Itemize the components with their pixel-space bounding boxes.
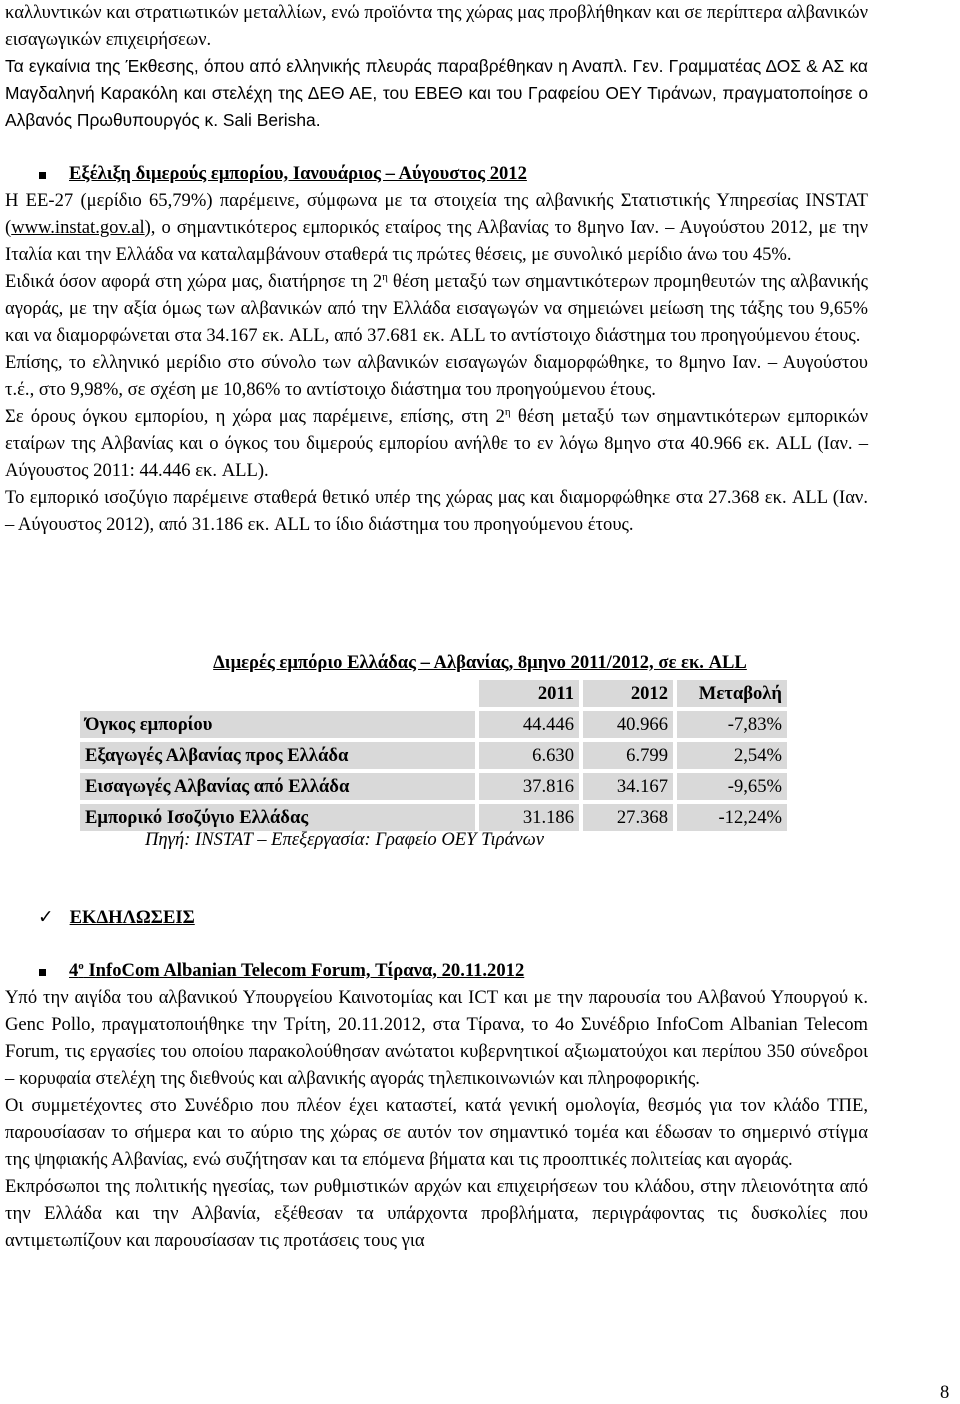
row-label: Εισαγωγές Αλβανίας από Ελλάδα [80, 773, 475, 800]
page-number: 8 [940, 1382, 950, 1403]
trade-paragraph-4: Σε όρους όγκου εμπορίου, η χώρα μας παρέμεινε, επίσης, στη $2^\eta$ θέση μεταξύ των σημαντικότερων εμπορικών εταίρων της Αλβανίας και ο όγκος του διμερούς εμπορίου ανήλθε το εν λόγω 8μηνο στα 40.966 εκ. ALL (Ιαν. – Αύγουστος 2011: 44.446 εκ. ALL). [5, 405, 868, 481]
trade-paragraph-3: Επίσης, το ελληνικό μερίδιο στο σύνολο των αλβανικών εισαγωγών διαμορφώθηκε, το 8μηνο Ιαν. – Αυγούστου τ.έ., στο 9,98%, σε σχέση με 10,86% το αντίστοιχο διάστημα του προηγούμενου έτους. [5, 352, 868, 400]
table-row [80, 773, 787, 800]
event-paragraph-3: Εκπρόσωποι της πολιτικής ηγεσίας, των ρυθμιστικών αρχών και επιχειρήσεων του κλάδου, στην πλειονότητα από την Ελλάδα και την Αλβανία, εξέθεσαν τα υπάρχοντα προβλήματα, περιγράφοντας τις δυσκολίες που αντιμετωπίζουν και παρουσίασαν τις προτάσεις τους για [5, 1176, 868, 1251]
table-row [80, 711, 787, 738]
checkmark-icon: ✓ [38, 907, 54, 928]
intro-block [5, 0, 868, 134]
trade-paragraph-2: Ειδικά όσον αφορά στη χώρα μας, διατήρησε τη $2^\eta$ θέση μεταξύ των σημαντικότερων προμηθευτών της αλβανικής αγοράς, με την αξία όμως των αλβανικών από την Ελλάδα εισαγωγών να σημειώνει μείωση της τάξης του 9,65% και να διαμορφώνεται στα 34.167 εκ. ALL, από 37.681 εκ. ALL το αντίστοιχο διάστημα του προηγούμενου έτους. [5, 270, 868, 346]
square-bullet-icon [39, 969, 46, 976]
table-row [80, 742, 787, 769]
value-change: -9,65% [677, 773, 787, 800]
trade-section [5, 160, 868, 538]
table-header-blank [80, 680, 475, 707]
table-header-2012: 2012 [583, 680, 673, 707]
value-change: 2,54% [677, 742, 787, 769]
table-title: Διμερές εμπόριο Ελλάδας – Αλβανίας, 8μηνο 2011/2012, σε εκ. ALL [213, 652, 747, 673]
table-header-row [80, 680, 787, 707]
value-2012: 27.368 [583, 804, 673, 831]
intro-paragraph-1: καλλυντικών και στρατιωτικών μεταλλίων, ενώ προϊόντα της χώρας μας προβλήθηκαν και σε περίπτερα αλβανικών εισαγωγικών επιχειρήσεων. [5, 2, 868, 50]
value-2012: 40.966 [583, 711, 673, 738]
intro-paragraph-2: Τα εγκαίνια της Έκθεσης, όπου από ελληνικής πλευράς παραβρέθηκαν η Αναπλ. Γεν. Γραμματέας ΔΟΣ & ΑΣ κα Μαγδαληνή Καρακόλη και στελέχη της ΔΕΘ ΑΕ, του ΕΒΕΘ και του Γραφείου ΟΕΥ Τιράνων, πραγματοποίησε ο Αλβανός Πρωθυπουργός κ. Sali Berisha. [5, 56, 868, 130]
value-2012: 34.167 [583, 773, 673, 800]
instat-link[interactable]: www.instat.gov.al [11, 217, 145, 238]
trade-table [80, 676, 787, 835]
row-label: Εξαγωγές Αλβανίας προς Ελλάδα [80, 742, 475, 769]
value-change: -7,83% [677, 711, 787, 738]
table-header-change: Μεταβολή [677, 680, 787, 707]
trade-paragraph-5: Το εμπορικό ισοζύγιο παρέμεινε σταθερά θετικό υπέρ της χώρας μας και διαμορφώθηκε στα 27.368 εκ. ALL (Ιαν. – Αύγουστος 2012), από 31.186 εκ. ALL το ίδιο διάστημα του προηγούμενου έτους. [5, 487, 868, 535]
declarations-section-title: ✓ ΕΚΔΗΛΩΣΕΙΣ [38, 904, 195, 931]
value-2011: 44.446 [479, 711, 579, 738]
trade-paragraph-1: Η ΕΕ-27 (μερίδιο 65,79%) παρέμεινε, σύμφωνα με τα στοιχεία της αλβανικής Στατιστικής Υπηρεσίας INSTAT (www.instat.gov.al), ο σημαντικότερος εμπορικός εταίρος της Αλβανίας το 8μηνο Ιαν. – Αυγούστου 2012, με την Ιταλία και την Ελλάδα να καταλαμβάνουν σταθερά τις πρώτες θέσεις, με συνολικό μερίδιο άνω του 45%. [5, 190, 868, 265]
value-2011: 31.186 [479, 804, 579, 831]
event-paragraph-1: Υπό την αιγίδα του αλβανικού Υπουργείου Καινοτομίας και ICT και με την παρουσία του Αλβανού Υπουργού κ. Genc Pollo, πραγματοποιήθηκε την Τρίτη, 20.11.2012, στα Τίρανα, το 4ο Συνέδριο InfoCom Albanian Telecom Forum, τις εργασίες του οποίου παρακολούθησαν ανώτατοι κυβερνητικοί αξιωματούχοι και περίπου 350 σύνεδροι – κορυφαία στελέχη της διεθνούς και αλβανικής αγοράς τηλεπικοινωνιών και πληροφορικής. [5, 987, 868, 1089]
declarations-block [5, 957, 868, 1254]
value-2011: 37.816 [479, 773, 579, 800]
row-label: Εμπορικό Ισοζύγιο Ελλάδας [80, 804, 475, 831]
square-bullet-icon [39, 172, 46, 179]
value-change: -12,24% [677, 804, 787, 831]
table-source-note: Πηγή: INSTAT – Επεξεργασία: Γραφείο ΟΕΥ Τιράνων [145, 829, 544, 850]
value-2012: 6.799 [583, 742, 673, 769]
table-header-2011: 2011 [479, 680, 579, 707]
trade-section-heading: Εξέλιξη διμερούς εμπορίου, Ιανουάριος – Αύγουστος 2012 [5, 160, 868, 187]
value-2011: 6.630 [479, 742, 579, 769]
event-heading: $4^o$ InfoCom Albanian Telecom Forum, Τίρανα, 20.11.2012 [5, 957, 868, 984]
event-paragraph-2: Οι συμμετέχοντες στο Συνέδριο που πλέον έχει καταστεί, κατά γενική ομολογία, θεσμός για τον κλάδο ΤΠΕ, παρουσίασαν το σήμερα και το αύριο της χώρας σε αυτόν τον σημαντικό τομέα και έδωσαν το σημερινό στίγμα της ψηφιακής Αλβανίας, ενώ συζήτησαν και τα επόμενα βήματα και τις προοπτικές πολιτείας και αγοράς. [5, 1095, 868, 1170]
row-label: Όγκος εμπορίου [80, 711, 475, 738]
